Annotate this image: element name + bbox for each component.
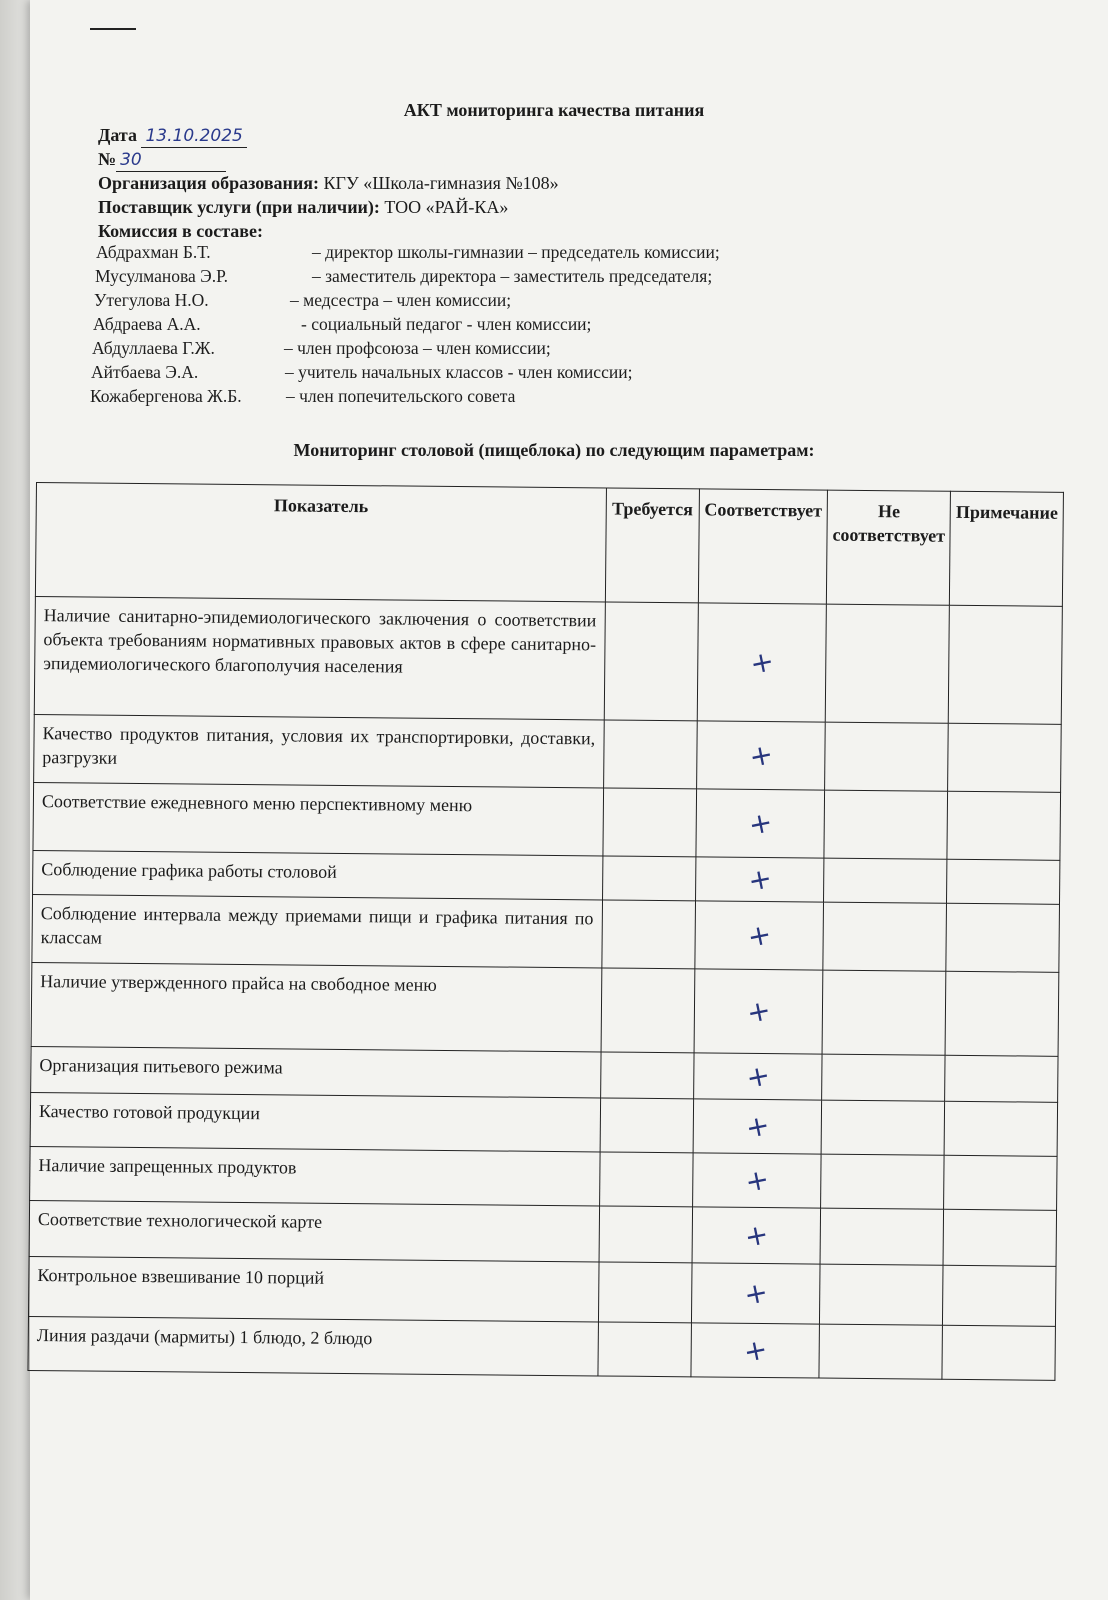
member-role: – директор школы-гимназии – председатель комиссии; — [312, 242, 720, 262]
noncompliant-cell — [824, 858, 948, 903]
check-mark: + — [744, 860, 775, 898]
commission-member — [95, 266, 712, 287]
member-name: Утегулова Н.О. — [94, 290, 209, 310]
commission-line — [98, 220, 263, 242]
header-required: Требуется — [605, 488, 699, 603]
indicator-cell: Качество продуктов питания, условия их транспортировки, доставки, разгрузки — [34, 714, 604, 787]
compliant-cell — [692, 1207, 821, 1264]
indicator-cell: Соответствие технологической карте — [29, 1200, 599, 1261]
check-mark: + — [742, 1107, 773, 1145]
required-cell — [599, 1152, 693, 1207]
table-header-row — [35, 483, 1063, 607]
header-indicator: Показатель — [35, 483, 606, 602]
compliant-cell — [695, 901, 824, 970]
note-cell — [944, 1155, 1057, 1210]
note-cell — [947, 791, 1060, 860]
page-edge — [0, 0, 30, 1600]
compliant-cell — [696, 721, 825, 790]
noncompliant-cell — [820, 1208, 944, 1265]
compliant-cell — [692, 1153, 821, 1208]
table-row — [28, 1316, 1055, 1380]
date-label: Дата — [98, 125, 137, 145]
noncompliant-cell — [821, 1154, 945, 1209]
note-cell — [948, 723, 1061, 792]
table-row — [31, 962, 1059, 1056]
check-mark: + — [745, 804, 776, 842]
indicator-cell: Наличие санитарно-эпидемиологического заключения о соответствии объекта требованиям нормативных правовых актов в сфере санитарно-эпидемиологического благополучия населения — [34, 596, 605, 719]
header-note: Примечание — [950, 491, 1064, 606]
required-cell — [603, 720, 697, 789]
required-cell — [603, 788, 697, 857]
check-mark: + — [741, 1216, 772, 1254]
date-line — [98, 124, 247, 148]
table-row — [32, 894, 1060, 972]
noncompliant-cell — [825, 604, 949, 723]
check-mark: + — [747, 643, 777, 681]
member-name: Кожабергенова Ж.Б. — [90, 386, 242, 406]
commission-member — [90, 386, 515, 407]
indicator-cell: Соблюдение интервала между приемами пищи и графика питания по классам — [32, 894, 602, 967]
required-cell — [598, 1322, 692, 1377]
commission-member — [91, 362, 632, 383]
required-cell — [600, 1098, 694, 1153]
required-cell — [598, 1262, 692, 1323]
commission-label: Комиссия в составе: — [98, 221, 263, 241]
compliant-cell — [697, 603, 826, 722]
indicator-cell: Контрольное взвешивание 10 порций — [28, 1256, 598, 1321]
member-name: Айтбаева Э.А. — [91, 362, 199, 382]
compliant-cell — [693, 1053, 822, 1100]
commission-member — [92, 338, 551, 359]
indicator-cell: Соответствие ежедневного меню перспективному меню — [33, 782, 603, 855]
check-mark: + — [744, 916, 774, 954]
table-row — [33, 782, 1061, 860]
member-role: – медсестра – член комиссии; — [290, 290, 512, 310]
date-value: 13.10.2025 — [141, 125, 246, 148]
compliant-cell — [696, 789, 825, 858]
organization-value: КГУ «Школа-гимназия №108» — [323, 173, 559, 193]
noncompliant-cell — [819, 1324, 943, 1379]
member-name: Мусулманова Э.Р. — [95, 266, 228, 286]
note-cell — [945, 1055, 1058, 1102]
supplier-line — [98, 196, 508, 218]
number-field — [116, 148, 226, 172]
indicator-cell: Организация питьевого режима — [31, 1046, 601, 1097]
compliant-cell — [691, 1323, 820, 1378]
number-value: 30 — [120, 150, 142, 170]
noncompliant-cell — [820, 1264, 944, 1325]
commission-member — [93, 314, 591, 335]
noncompliant-cell — [821, 1100, 945, 1155]
note-cell — [946, 903, 1059, 972]
supplier-label: Поставщик услуги (при наличии): — [98, 197, 380, 217]
note-cell — [944, 1101, 1057, 1156]
member-role: – член попечительского совета — [286, 386, 516, 406]
member-role: – член профсоюза – член комиссии; — [284, 338, 551, 358]
required-cell — [604, 602, 698, 721]
required-cell — [601, 900, 695, 969]
check-mark: + — [743, 1057, 773, 1095]
number-line — [98, 148, 226, 172]
number-label: № — [98, 149, 117, 169]
table-row — [30, 1092, 1057, 1156]
section-title: Мониторинг столовой (пищеблока) по следующим параметрам: — [293, 440, 815, 460]
note-cell — [949, 605, 1063, 724]
table-row — [34, 714, 1062, 792]
note-cell — [943, 1265, 1056, 1326]
organization-line — [98, 172, 559, 194]
check-mark: + — [743, 992, 774, 1030]
compliant-cell — [694, 969, 823, 1054]
organization-label: Организация образования: — [98, 173, 320, 193]
corner-mark — [90, 28, 136, 30]
table-row — [34, 596, 1062, 724]
member-name: Абдуллаева Г.Ж. — [92, 338, 215, 358]
noncompliant-cell — [822, 970, 946, 1055]
header-compliant: Соответствует — [698, 489, 827, 604]
noncompliant-cell — [824, 790, 948, 859]
document-title: АКТ мониторинга качества питания — [403, 100, 705, 120]
required-cell — [600, 1052, 694, 1099]
check-mark: + — [742, 1161, 772, 1199]
member-name: Абдраева А.А. — [93, 314, 201, 334]
member-role: – учитель начальных классов - член комиссии; — [285, 362, 633, 382]
table-row — [30, 1146, 1057, 1210]
indicator-cell: Наличие утвержденного прайса на свободное меню — [31, 962, 601, 1051]
noncompliant-cell — [823, 902, 947, 971]
monitoring-table — [27, 482, 1063, 1381]
compliant-cell — [691, 1263, 820, 1324]
required-cell — [599, 1206, 693, 1263]
note-cell — [947, 859, 1060, 904]
indicator-cell: Соблюдение графика работы столовой — [33, 850, 603, 899]
note-cell — [942, 1325, 1055, 1380]
header-noncompliant: Не соответствует — [827, 490, 951, 605]
check-mark: + — [746, 736, 776, 774]
required-cell — [601, 968, 695, 1053]
check-mark: + — [740, 1331, 770, 1369]
compliant-cell — [695, 857, 824, 902]
required-cell — [602, 856, 696, 901]
noncompliant-cell — [825, 722, 949, 791]
commission-member — [96, 242, 720, 263]
indicator-cell: Линия раздачи (мармиты) 1 блюдо, 2 блюдо — [28, 1316, 598, 1375]
noncompliant-cell — [822, 1054, 946, 1101]
table-row — [28, 1256, 1056, 1326]
table-row — [29, 1200, 1056, 1266]
supplier-value: ТОО «РАЙ-КА» — [384, 197, 509, 217]
member-role: - социальный педагог - член комиссии; — [301, 314, 592, 334]
indicator-cell: Качество готовой продукции — [30, 1092, 600, 1151]
compliant-cell — [693, 1099, 822, 1154]
member-name: Абдрахман Б.Т. — [96, 242, 211, 262]
check-mark: + — [740, 1274, 771, 1312]
indicator-cell: Наличие запрещенных продуктов — [30, 1146, 600, 1205]
note-cell — [943, 1209, 1056, 1266]
member-role: – заместитель директора – заместитель председателя; — [312, 266, 713, 286]
commission-member — [94, 290, 511, 311]
note-cell — [945, 971, 1058, 1056]
